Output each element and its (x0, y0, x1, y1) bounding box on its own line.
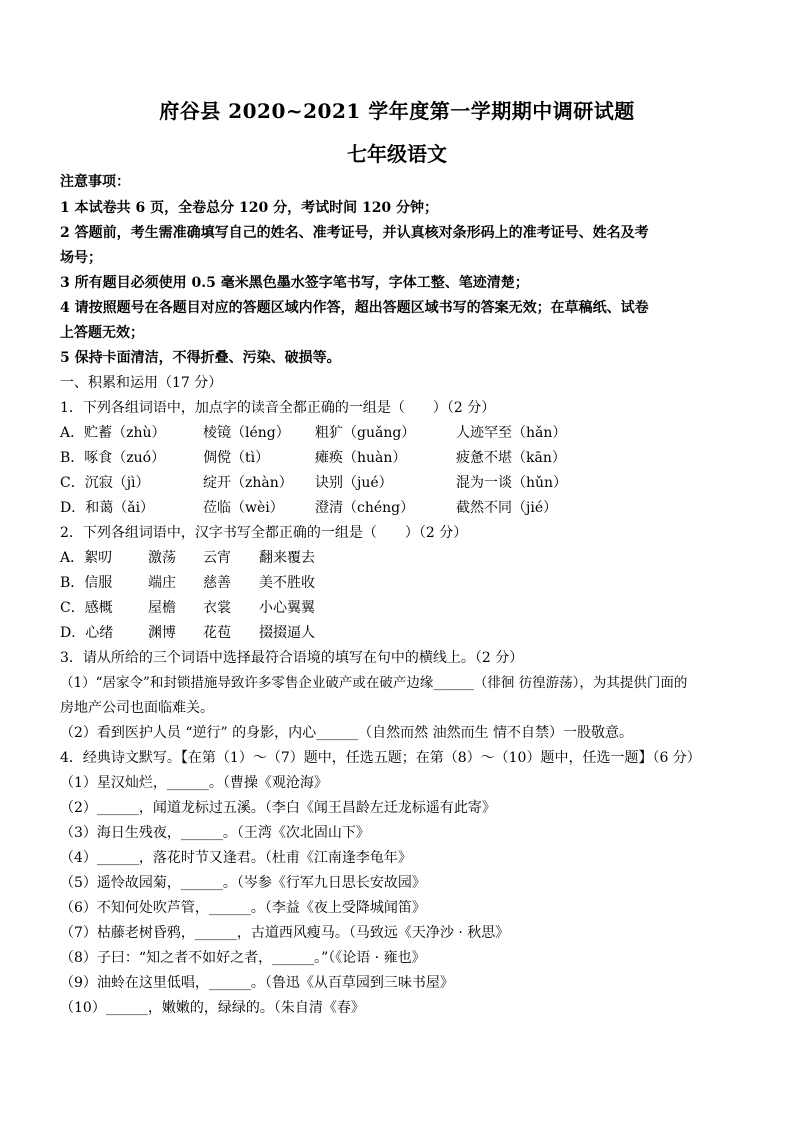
note-1: 1 本试卷共 6 页，全卷总分 120 分，考试时间 120 分钟； (60, 200, 439, 216)
q1-option-d-3: 澄清（chéng） (315, 500, 415, 516)
q4-item-9: （9）油蛉在这里低唱，______。（鲁迅《从百草园到三味书屋》 (60, 975, 454, 991)
q1-option-b-2: 倜傥（tì） (203, 450, 270, 466)
question-3-stem: 3．请从所给的三个词语中选择最符合语境的填写在句中的横线上。（2 分） (60, 650, 524, 666)
q2-option-d-2: 渊博 (148, 625, 176, 641)
q2-option-a-4: 翻来覆去 (259, 550, 315, 566)
q4-item-1: （1）星汉灿烂，______。（曹操《观沧海》 (60, 775, 328, 791)
note-4-cont: 上答题无效； (60, 325, 144, 341)
q2-option-d-1: D．心绪 (60, 625, 114, 641)
q2-option-a-3: 云宵 (203, 550, 231, 566)
q2-option-a-1: A．絮叨 (60, 550, 113, 566)
q4-item-10: （10）______，嫩嫩的，绿绿的。（朱自清《春》 (60, 1000, 365, 1016)
q1-option-a-1: A．贮蓄（zhù） (60, 425, 166, 441)
q2-option-d-3: 花苞 (203, 625, 231, 641)
note-2-cont: 场号； (60, 250, 102, 266)
q4-item-5: （5）遥怜故园菊，______。（岑参《行军九日思长安故园》 (60, 875, 426, 891)
q1-option-c-3: 诀别（jué） (315, 475, 393, 491)
q2-option-c-4: 小心翼翼 (259, 600, 315, 616)
q2-option-a-2: 激荡 (148, 550, 176, 566)
q2-option-b-1: B．信服 (60, 575, 113, 591)
q1-option-a-4: 人迹罕至（hǎn） (456, 425, 567, 441)
q3-sentence-1: （1）“居家令”和封锁措施导致许多零售企业破产或在破产边缘______（徘徊 彷徨游荡），为其提供门面的 (60, 675, 688, 691)
q2-option-c-2: 屋檐 (148, 600, 176, 616)
note-2: 2 答题前，考生需准确填写自己的姓名、准考证号，并认真核对条形码上的准考证号、姓名及考 (60, 225, 649, 241)
q4-item-6: （6）不知何处吹芦管，______。（李益《夜上受降城闻笛》 (60, 900, 426, 916)
note-3: 3 所有题目必须使用 0.5 毫米黑色墨水签字笔书写，字体工整、笔迹清楚； (60, 275, 529, 291)
q4-item-4: （4）______，落花时节又逢君。（杜甫《江南逢李龟年》 (60, 850, 412, 866)
q1-option-c-1: C．沉寂（jì） (60, 475, 150, 491)
q1-option-b-3: 瘫痪（huàn） (315, 450, 407, 466)
q1-option-d-2: 莅临（wèi） (203, 500, 284, 516)
exam-title: 府谷县 2020~2021 学年度第一学期期中调研试题 (159, 99, 635, 123)
q2-option-c-3: 衣裳 (203, 600, 231, 616)
q2-option-b-3: 慈善 (203, 575, 231, 591)
section-heading: 一、积累和运用（17 分） (60, 375, 223, 391)
note-5: 5 保持卡面清洁，不得折叠、污染、破损等。 (60, 350, 341, 366)
question-4-stem: 4．经典诗文默写。【在第（1）～（7）题中，任选五题；在第（8）～（10）题中，任选一题】（6 分） (60, 750, 701, 766)
q1-option-b-4: 疲惫不堪（kān） (456, 450, 566, 466)
q1-option-c-4: 混为一谈（hǔn） (456, 475, 568, 491)
exam-subject: 七年级语文 (347, 142, 447, 166)
question-1-stem: 1．下列各组词语中，加点字的读音全都正确的一组是（ ）（2 分） (60, 400, 496, 416)
q2-option-d-4: 掇掇逼人 (259, 625, 315, 641)
q2-option-b-4: 美不胜收 (259, 575, 315, 591)
q1-option-c-2: 绽开（zhàn） (203, 475, 293, 491)
q3-sentence-2: （2）看到医护人员 “逆行” 的身影，内心______（自然而然 油然而生 情不自禁）一股敬意。 (60, 725, 634, 741)
q1-option-d-1: D．和蔼（ǎi） (60, 500, 155, 516)
q2-option-b-2: 端庄 (148, 575, 176, 591)
q4-item-8: （8）子曰：“知之者不如好之者，______。”（《论语 · 雍也》 (60, 950, 426, 966)
q4-item-3: （3）海日生残夜，______。（王湾《次北固山下》 (60, 825, 370, 841)
q1-option-d-4: 截然不同（jié） (456, 500, 558, 516)
notes-heading: 注意事项： (60, 174, 130, 190)
q1-option-a-2: 棱镜（léng） (203, 425, 290, 441)
note-4: 4 请按照题号在各题目对应的答题区域内作答，超出答题区域书写的答案无效；在草稿纸、试卷 (60, 300, 649, 316)
q2-option-c-1: C．感概 (60, 600, 113, 616)
q3-sentence-1-cont: 房地产公司也面临难关。 (60, 700, 214, 716)
q4-item-7: （7）枯藤老树昏鸦，______，古道西风瘦马。（马致远《天净沙 · 秋思》 (60, 925, 510, 941)
q1-option-b-1: B．啄食（zuó） (60, 450, 166, 466)
question-2-stem: 2．下列各组词语中，汉字书写全都正确的一组是（ ）（2 分） (60, 525, 468, 541)
q1-option-a-3: 粗犷（guǎng） (315, 425, 416, 441)
q4-item-2: （2）______，闻道龙标过五溪。（李白《闻王昌龄左迁龙标遥有此寄》 (60, 800, 496, 816)
